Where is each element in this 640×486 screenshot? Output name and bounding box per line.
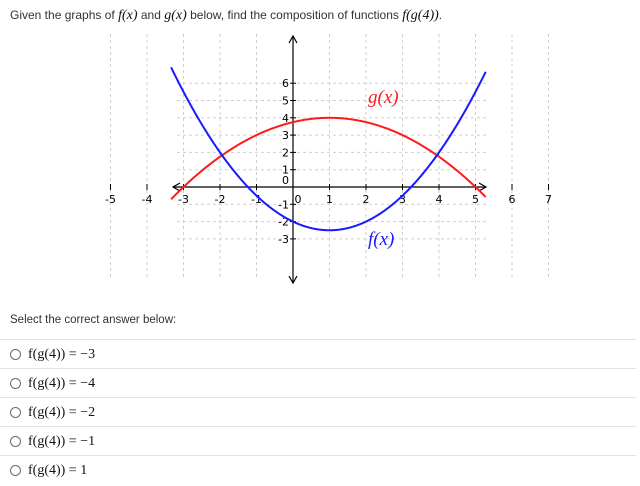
select-answer-prompt: Select the correct answer below: (10, 314, 177, 326)
x-tick-label: 7 (545, 193, 552, 206)
g-curve-label: g(x) (368, 87, 399, 108)
answer-option-2[interactable] (0, 368, 636, 398)
x-tick-label: 2 (362, 193, 370, 206)
x-tick-label: 0 (294, 193, 302, 206)
f-notation: f(x) (118, 8, 138, 23)
radio-button-icon[interactable] (10, 407, 21, 418)
x-tick-label: 4 (435, 193, 443, 206)
y-tick-label: 3 (282, 129, 289, 143)
question-suffix: . (438, 8, 443, 22)
answer-option-text: f(g(4)) = −2 (28, 404, 96, 420)
y-tick-label: -1 (278, 198, 289, 212)
answer-option-text: f(g(4)) = −3 (28, 346, 96, 362)
x-tick-label: -1 (251, 193, 262, 206)
question-prefix: Given the graphs of (10, 8, 119, 22)
y-tick-label: 2 (282, 146, 289, 160)
grid (111, 34, 549, 277)
answer-option-text: f(g(4)) = 1 (28, 462, 88, 478)
y-tick-label: 0 (282, 174, 289, 187)
radio-button-icon[interactable] (10, 436, 21, 447)
x-tick-label: -4 (141, 193, 153, 206)
y-tick-label: -2 (278, 215, 289, 229)
answer-option-text: f(g(4)) = −4 (28, 375, 96, 391)
y-tick-label: -3 (278, 232, 289, 246)
x-tick-label: 1 (326, 193, 333, 206)
composition-notation: f(g(4)) (402, 8, 439, 23)
question-and: and (137, 8, 165, 22)
x-tick-label: -2 (214, 193, 226, 206)
x-tick-label: 5 (472, 193, 479, 206)
answer-option-5[interactable] (0, 455, 636, 485)
radio-button-icon[interactable] (10, 378, 21, 389)
answer-option-1[interactable] (0, 339, 636, 369)
y-tick-label: 5 (282, 94, 289, 108)
answer-option-3[interactable] (0, 397, 636, 427)
f-curve-label: f(x) (368, 229, 395, 250)
radio-button-icon[interactable] (10, 465, 21, 476)
question-middle: below, find the composition of functions (186, 8, 403, 22)
x-tick-label: 3 (399, 193, 406, 206)
y-tick-label: 4 (282, 111, 289, 125)
x-tick-label: -5 (105, 193, 116, 206)
answer-option-4[interactable] (0, 426, 636, 456)
labels (368, 87, 399, 250)
answer-option-text: f(g(4)) = −1 (28, 433, 96, 449)
x-tick-label: -3 (178, 193, 189, 206)
y-tick-label: 6 (282, 77, 289, 91)
radio-button-icon[interactable] (10, 349, 21, 360)
g-notation: g(x) (164, 8, 187, 23)
y-tick-label: 1 (282, 163, 289, 177)
x-tick-label: 6 (508, 193, 516, 206)
